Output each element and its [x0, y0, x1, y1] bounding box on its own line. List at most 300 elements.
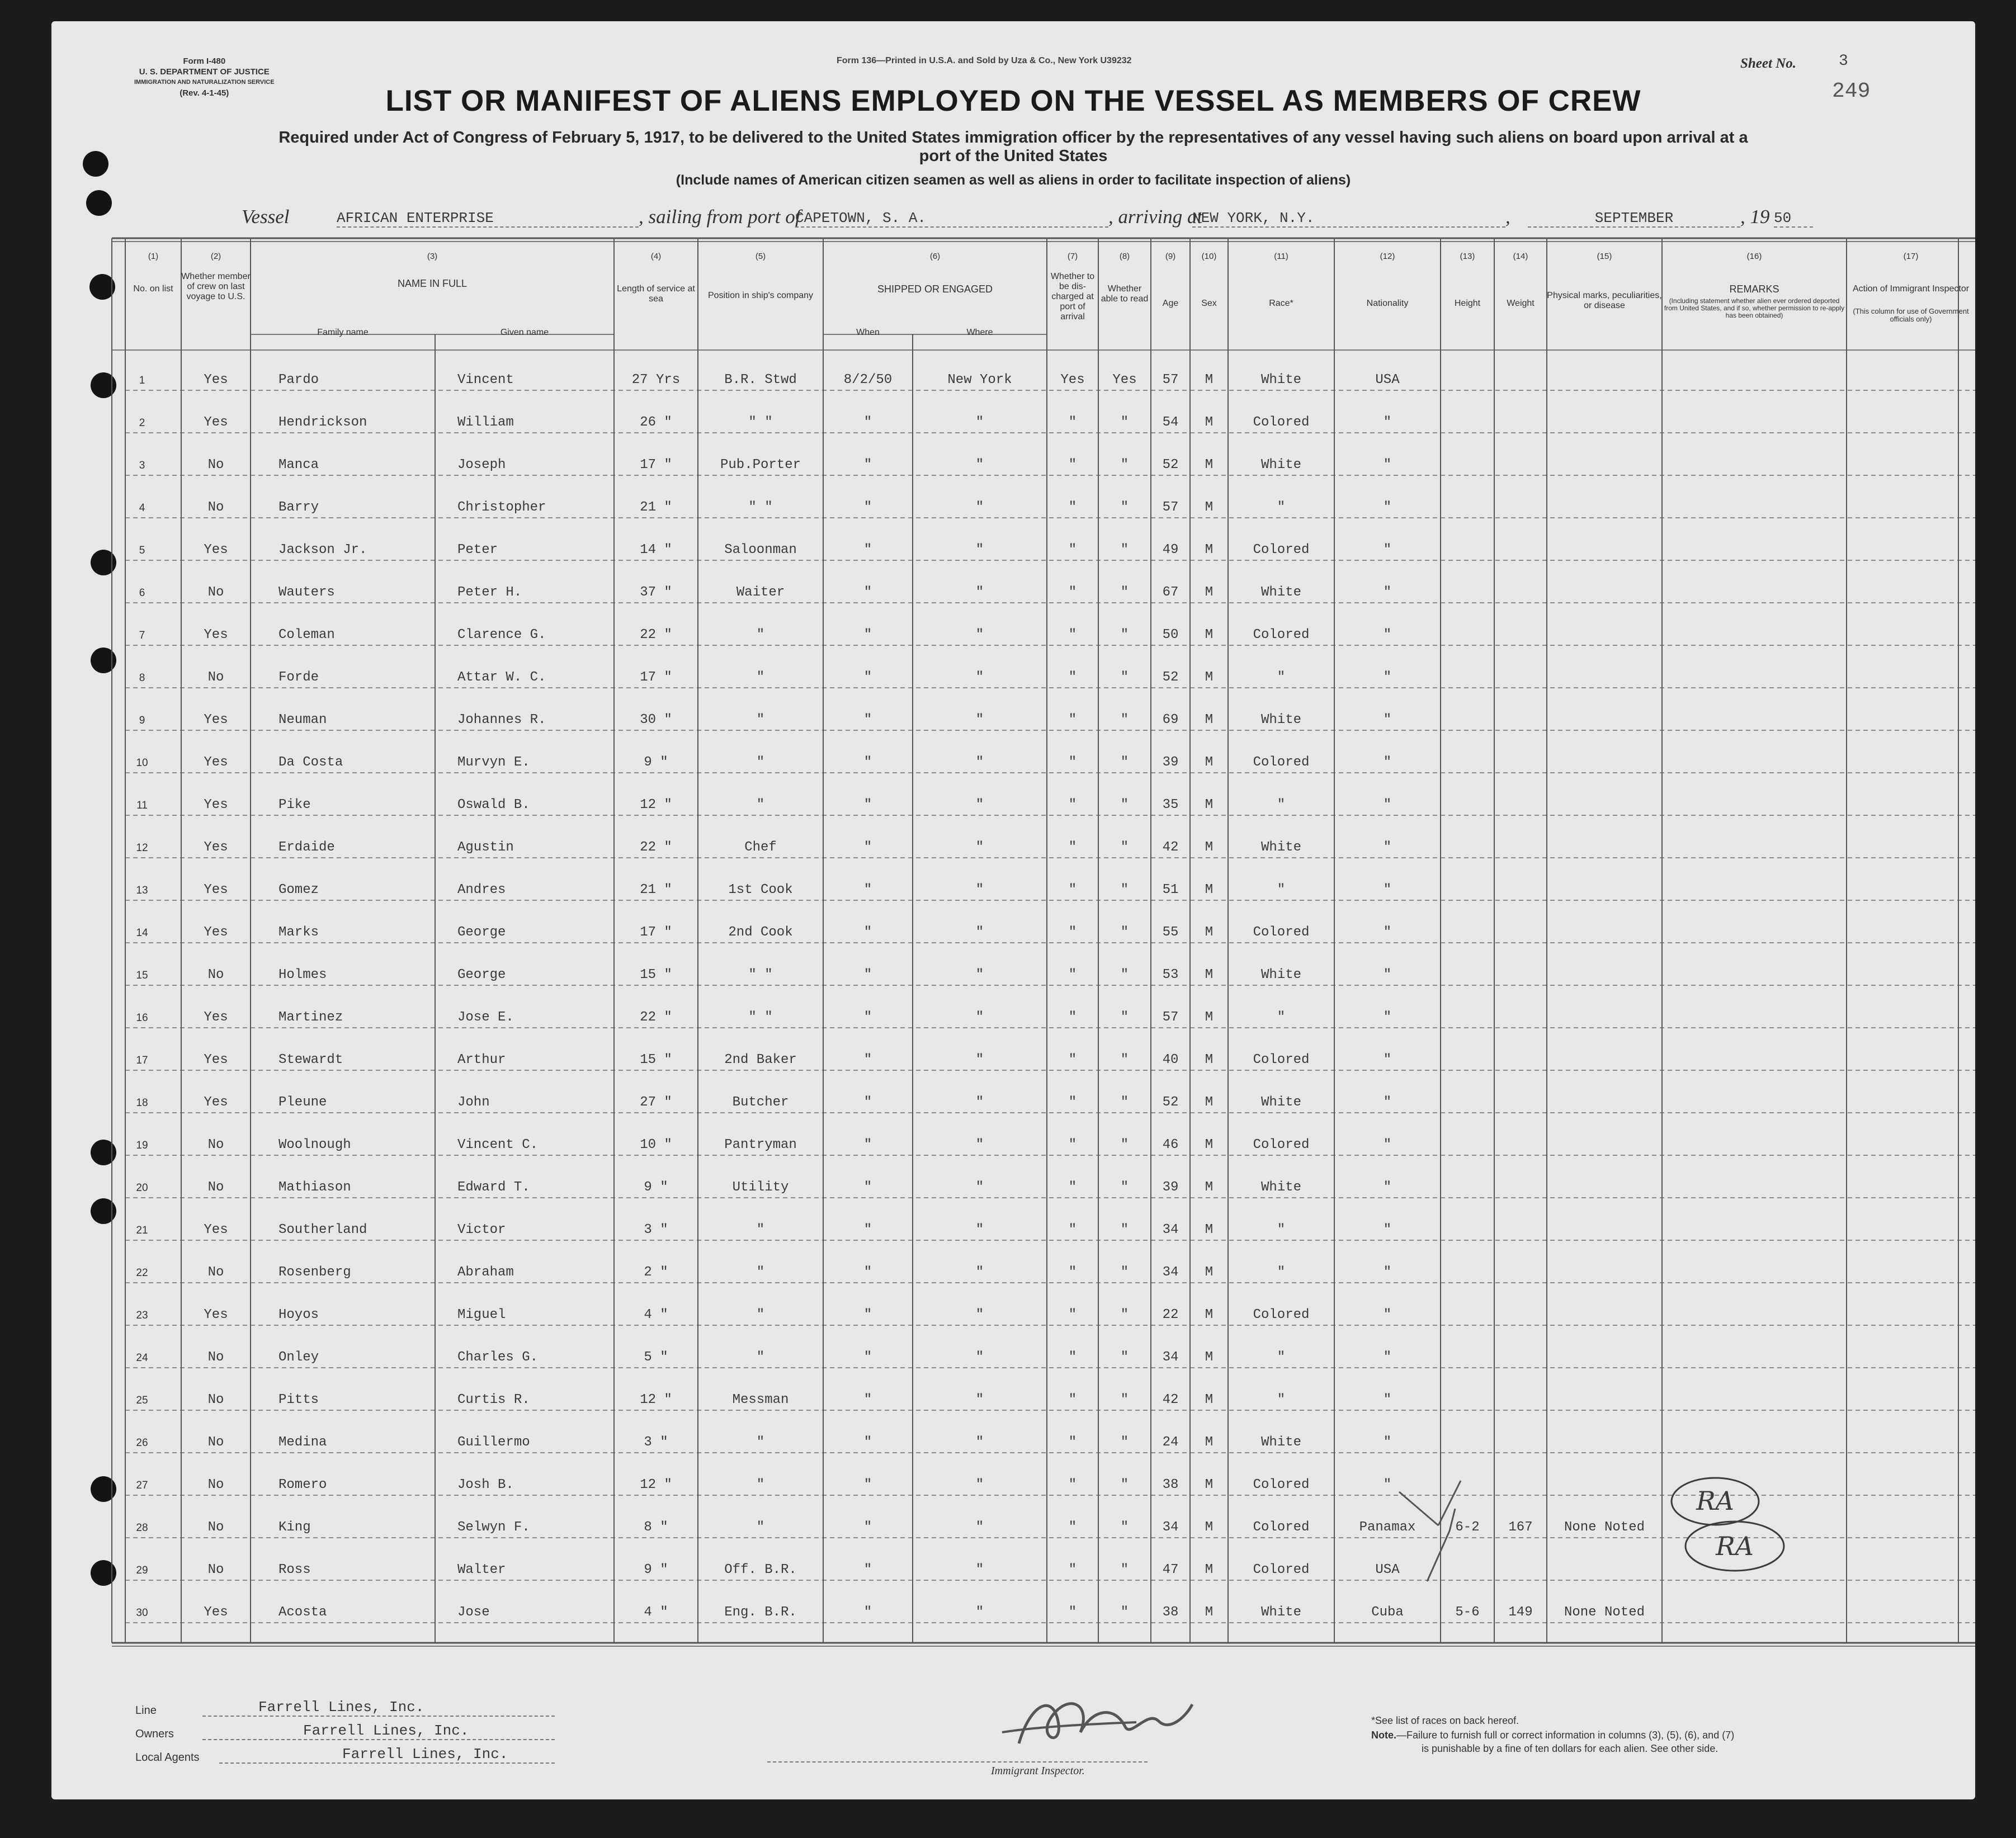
cell-prev: No: [207, 670, 224, 685]
cell-family: Hoyos: [278, 1307, 319, 1322]
col-header-inspector-action: Action of Immigrant Inspector: [1852, 284, 1970, 294]
cell-service: 17 ": [640, 457, 672, 473]
subtitle-line-2: port of the United States: [919, 147, 1108, 165]
col-header-remarks: REMARKS: [1729, 284, 1779, 295]
cell-where: ": [975, 457, 984, 473]
cell-sex: M: [1205, 457, 1214, 473]
cell-when: ": [863, 1137, 872, 1152]
cell-discharged: ": [1068, 882, 1077, 897]
line-value-text: Farrell Lines, Inc.: [258, 1699, 424, 1716]
cell-read: ": [1120, 1180, 1129, 1195]
cell-no: 21: [136, 1225, 148, 1236]
cell-where: ": [975, 627, 984, 642]
cell-prev: Yes: [204, 1010, 228, 1025]
cell-age: 53: [1162, 967, 1179, 982]
cell-age: 46: [1162, 1137, 1179, 1152]
cell-given: William: [457, 415, 514, 430]
cell-position: Messman: [732, 1392, 789, 1407]
cell-sex: M: [1205, 840, 1214, 855]
cell-discharged: ": [1068, 1350, 1077, 1365]
cell-prev: Yes: [204, 627, 228, 642]
cell-position: Pub.Porter: [720, 457, 801, 473]
col-header-shipped: SHIPPED OR ENGAGED: [877, 284, 993, 295]
cell-where: ": [975, 415, 984, 430]
cell-when: ": [863, 1052, 872, 1067]
cell-sex: M: [1205, 1180, 1214, 1195]
cell-race: Colored: [1253, 542, 1310, 557]
cell-when: ": [863, 457, 872, 473]
cell-no: 20: [136, 1182, 148, 1194]
cell-nationality: ": [1383, 840, 1392, 855]
cell-when: ": [863, 1392, 872, 1407]
col-header-where: Where: [966, 328, 993, 337]
cell-family: Pardo: [278, 372, 319, 388]
cell-nationality: ": [1383, 542, 1392, 557]
cell-where: ": [975, 967, 984, 982]
cell-when: ": [863, 712, 872, 727]
cell-no: 19: [136, 1140, 148, 1151]
cell-prev: No: [207, 1562, 224, 1577]
agents-value: [219, 1746, 555, 1764]
cell-discharged: ": [1068, 1095, 1077, 1110]
cell-height: 6-2: [1455, 1520, 1480, 1535]
col-header-name-in-full: NAME IN FULL: [397, 278, 468, 289]
cell-race: Colored: [1253, 1520, 1310, 1535]
cell-race: White: [1260, 967, 1301, 982]
cell-position: ": [756, 1477, 765, 1492]
cell-prev: Yes: [204, 1307, 228, 1322]
cell-marks: None Noted: [1564, 1605, 1645, 1620]
cell-age: 52: [1162, 1095, 1179, 1110]
cell-position: ": [756, 1265, 765, 1280]
cell-no: 2: [139, 417, 145, 429]
column-number: (16): [1746, 252, 1762, 261]
cell-service: 14 ": [640, 542, 672, 557]
cell-where: ": [975, 1052, 984, 1067]
cell-where: ": [975, 755, 984, 770]
cell-prev: Yes: [204, 712, 228, 727]
inspector-signature-line: [767, 1761, 1148, 1763]
cell-nationality: ": [1383, 882, 1392, 897]
cell-when: ": [863, 500, 872, 515]
cell-nationality: ": [1383, 1137, 1392, 1152]
cell-where: ": [975, 1392, 984, 1407]
cell-race: White: [1260, 1095, 1301, 1110]
col-header-able-to-read: Whether able to read: [1101, 284, 1149, 304]
cell-given: Oswald B.: [457, 797, 530, 812]
vessel-name: AFRICAN ENTERPRISE: [337, 210, 639, 228]
form-number: Form I-480: [183, 56, 226, 66]
cell-discharged: Yes: [1060, 372, 1085, 388]
column-number: (4): [650, 252, 662, 261]
sheet-label: Sheet No.: [1740, 56, 1796, 71]
cell-service: 21 ": [640, 882, 672, 897]
page-title: LIST OR MANIFEST OF ALIENS EMPLOYED ON THE VESSEL AS MEMBERS OF CREW: [385, 84, 1641, 117]
cell-where: ": [975, 1095, 984, 1110]
cell-age: 52: [1162, 670, 1179, 685]
cell-where: ": [975, 882, 984, 897]
cell-given: Walter: [457, 1562, 506, 1577]
cell-family: Erdaide: [278, 840, 335, 855]
cell-given: Peter H.: [457, 585, 522, 600]
cell-age: 49: [1162, 542, 1179, 557]
owners-label: Owners: [135, 1728, 174, 1740]
cell-service: 2 ": [644, 1265, 668, 1280]
cell-when: ": [863, 797, 872, 812]
cell-when: 8/2/50: [843, 372, 893, 388]
cell-nationality: ": [1383, 967, 1392, 982]
cell-sex: M: [1205, 1137, 1214, 1152]
cell-age: 38: [1162, 1477, 1179, 1492]
cell-when: ": [863, 840, 872, 855]
cell-family: Pleune: [278, 1095, 327, 1110]
cell-age: 34: [1162, 1265, 1179, 1280]
cell-age: 52: [1162, 457, 1179, 473]
cell-discharged: ": [1068, 840, 1077, 855]
cell-given: John: [457, 1095, 490, 1110]
cell-no: 27: [136, 1480, 148, 1491]
cell-service: 4 ": [644, 1307, 668, 1322]
cell-nationality: ": [1383, 1095, 1392, 1110]
cell-where: ": [975, 797, 984, 812]
cell-prev: Yes: [204, 415, 228, 430]
service-name: IMMIGRATION AND NATURALIZATION SERVICE: [134, 79, 275, 86]
cell-discharged: ": [1068, 1435, 1077, 1450]
cell-sex: M: [1205, 1562, 1214, 1577]
cell-given: George: [457, 925, 506, 940]
cell-race: Colored: [1253, 1137, 1310, 1152]
cell-nationality: ": [1383, 797, 1392, 812]
cell-no: 8: [139, 672, 145, 684]
cell-given: Selwyn F.: [457, 1520, 530, 1535]
cell-given: Andres: [457, 882, 506, 897]
cell-position: Waiter: [736, 585, 785, 600]
cell-position: 1st Cook: [728, 882, 793, 897]
cell-race: White: [1260, 457, 1301, 473]
sheet-number: 3: [1839, 53, 1848, 70]
cell-where: ": [975, 542, 984, 557]
cell-position: " ": [748, 415, 773, 430]
cell-race: Colored: [1253, 1052, 1310, 1067]
cell-position: B.R. Stwd: [724, 372, 797, 388]
inspector-signature: [924, 1671, 1226, 1760]
cell-given: Christopher: [457, 500, 546, 515]
cell-read: ": [1120, 1307, 1129, 1322]
cell-read: ": [1120, 1392, 1129, 1407]
cell-read: ": [1120, 1605, 1129, 1620]
cell-family: Woolnough: [278, 1137, 351, 1152]
cell-when: ": [863, 585, 872, 600]
cell-age: 40: [1162, 1052, 1179, 1067]
cell-family: Romero: [278, 1477, 327, 1492]
cell-position: " ": [748, 967, 773, 982]
cell-position: ": [756, 797, 765, 812]
column-number: (8): [1119, 252, 1130, 261]
cell-nationality: ": [1383, 585, 1392, 600]
note-prefix: Note.: [1371, 1730, 1396, 1741]
cell-when: ": [863, 1010, 872, 1025]
line-label: Line: [135, 1704, 157, 1717]
cell-no: 4: [139, 502, 145, 514]
cell-prev: Yes: [204, 1222, 228, 1237]
cell-position: ": [756, 627, 765, 642]
cell-sex: M: [1205, 1435, 1214, 1450]
cell-read: ": [1120, 500, 1129, 515]
cell-given: Peter: [457, 542, 498, 557]
cell-position: ": [756, 1222, 765, 1237]
cell-no: 7: [139, 630, 145, 641]
cell-age: 51: [1162, 882, 1179, 897]
cell-read: ": [1120, 1052, 1129, 1067]
cell-age: 42: [1162, 1392, 1179, 1407]
cell-age: 54: [1162, 415, 1179, 430]
cell-prev: No: [207, 585, 224, 600]
cell-read: ": [1120, 1095, 1129, 1110]
cell-nationality: ": [1383, 457, 1392, 473]
cell-no: 18: [136, 1097, 148, 1109]
cell-when: ": [863, 1435, 872, 1450]
footnote-penalty-cont: is punishable by a fine of ten dollars for each alien. See other side.: [1422, 1743, 1718, 1754]
cell-family: Wauters: [278, 585, 335, 600]
cell-discharged: ": [1068, 967, 1077, 982]
cell-age: 42: [1162, 840, 1179, 855]
cell-service: 17 ": [640, 670, 672, 685]
cell-service: 3 ": [644, 1222, 668, 1237]
cell-given: Clarence G.: [457, 627, 546, 642]
cell-read: Yes: [1112, 372, 1137, 388]
cell-race: ": [1277, 882, 1286, 897]
cell-given: Agustin: [457, 840, 514, 855]
cell-discharged: ": [1068, 1605, 1077, 1620]
cell-race: White: [1260, 585, 1301, 600]
column-number: (12): [1380, 252, 1395, 261]
cell-discharged: ": [1068, 1477, 1077, 1492]
cell-sex: M: [1205, 1222, 1214, 1237]
cell-age: 47: [1162, 1562, 1179, 1577]
cell-service: 4 ": [644, 1605, 668, 1620]
cell-family: Stewardt: [278, 1052, 343, 1067]
cell-sex: M: [1205, 797, 1214, 812]
cell-where: ": [975, 1222, 984, 1237]
cell-position: Butcher: [732, 1095, 789, 1110]
cell-given: Curtis R.: [457, 1392, 530, 1407]
cell-read: ": [1120, 882, 1129, 897]
cell-sex: M: [1205, 1307, 1214, 1322]
revision-date: (Rev. 4-1-45): [180, 88, 229, 98]
cell-race: Colored: [1253, 1562, 1310, 1577]
cell-discharged: ": [1068, 415, 1077, 430]
cell-where: ": [975, 1562, 984, 1577]
cell-read: ": [1120, 967, 1129, 982]
cell-discharged: ": [1068, 627, 1077, 642]
cell-where: ": [975, 925, 984, 940]
cell-position: ": [756, 1435, 765, 1450]
cell-where: ": [975, 670, 984, 685]
column-number: (3): [427, 252, 438, 261]
column-number: (6): [929, 252, 941, 261]
cell-no: 24: [136, 1352, 148, 1364]
cell-read: ": [1120, 840, 1129, 855]
cell-race: ": [1277, 500, 1286, 515]
cell-nationality: ": [1383, 1392, 1392, 1407]
cell-read: ": [1120, 925, 1129, 940]
cell-race: White: [1260, 1435, 1301, 1450]
cell-read: ": [1120, 1435, 1129, 1450]
cell-prev: No: [207, 1265, 224, 1280]
cell-sex: M: [1205, 585, 1214, 600]
cell-sex: M: [1205, 1350, 1214, 1365]
cell-read: ": [1120, 627, 1129, 642]
cell-sex: M: [1205, 925, 1214, 940]
cell-race: Colored: [1253, 627, 1310, 642]
cell-family: Southerland: [278, 1222, 367, 1237]
cell-race: ": [1277, 1265, 1286, 1280]
cell-service: 9 ": [644, 1180, 668, 1195]
arrival-year: 50: [1774, 210, 1813, 228]
cell-position: Saloonman: [724, 542, 797, 557]
cell-read: ": [1120, 1350, 1129, 1365]
cell-age: 35: [1162, 797, 1179, 812]
cell-discharged: ": [1068, 1562, 1077, 1577]
subtitle-note: (Include names of American citizen seamen as well as aliens in order to facilitate inspection of aliens): [676, 172, 1351, 188]
cell-service: 37 ": [640, 585, 672, 600]
cell-age: 34: [1162, 1350, 1179, 1365]
cell-discharged: ": [1068, 925, 1077, 940]
cell-race: ": [1277, 1350, 1286, 1365]
cell-race: White: [1260, 712, 1301, 727]
cell-age: 39: [1162, 1180, 1179, 1195]
cell-prev: No: [207, 1392, 224, 1407]
cell-service: 3 ": [644, 1435, 668, 1450]
col-header-weight: Weight: [1507, 299, 1535, 308]
cell-prev: No: [207, 500, 224, 515]
cell-when: ": [863, 1350, 872, 1365]
cell-position: ": [756, 1350, 765, 1365]
cell-given: George: [457, 967, 506, 982]
cell-where: ": [975, 1010, 984, 1025]
cell-family: Hendrickson: [278, 415, 367, 430]
column-number: (15): [1597, 252, 1612, 261]
cell-position: Utility: [732, 1180, 789, 1195]
cell-position: Eng. B.R.: [724, 1605, 797, 1620]
column-number: (17): [1903, 252, 1919, 261]
arriving-port: NEW YORK, N.Y.: [1192, 210, 1505, 228]
cell-discharged: ": [1068, 500, 1077, 515]
cell-sex: M: [1205, 627, 1214, 642]
cell-nationality: ": [1383, 500, 1392, 515]
col-header-prev-voyage: Whether member of crew on last voyage to U.S.: [181, 272, 251, 301]
cell-sex: M: [1205, 1477, 1214, 1492]
cell-read: ": [1120, 670, 1129, 685]
column-number: (2): [210, 252, 221, 261]
cell-where: New York: [947, 372, 1012, 388]
cell-read: ": [1120, 755, 1129, 770]
cell-family: Manca: [278, 457, 319, 473]
cell-age: 57: [1162, 1010, 1179, 1025]
cell-service: 17 ": [640, 925, 672, 940]
cell-family: Jackson Jr.: [278, 542, 367, 557]
cell-given: Johannes R.: [457, 712, 546, 727]
cell-no: 15: [136, 970, 148, 981]
cell-family: Gomez: [278, 882, 319, 897]
column-number: (7): [1067, 252, 1078, 261]
cell-sex: M: [1205, 1095, 1214, 1110]
cell-height: 5-6: [1455, 1605, 1480, 1620]
cell-read: ": [1120, 1520, 1129, 1535]
cell-no: 29: [136, 1565, 148, 1576]
cell-when: ": [863, 542, 872, 557]
cell-race: ": [1277, 1392, 1286, 1407]
cell-no: 13: [136, 885, 148, 896]
column-number: (5): [755, 252, 766, 261]
cell-prev: No: [207, 1137, 224, 1152]
cell-nationality: ": [1383, 627, 1392, 642]
col-header-nationality: Nationality: [1366, 299, 1409, 308]
cell-age: 67: [1162, 585, 1179, 600]
cell-position: Chef: [744, 840, 777, 855]
cell-no: 9: [139, 715, 145, 726]
col-header-physical-marks: Physical marks, peculiarities, or disease: [1547, 291, 1662, 310]
col-header-family-name: Family name: [317, 328, 369, 337]
cell-where: ": [975, 1307, 984, 1322]
cell-discharged: ": [1068, 1307, 1077, 1322]
cell-prev: No: [207, 1350, 224, 1365]
cell-sex: M: [1205, 1010, 1214, 1025]
col-header-race: Race*: [1269, 299, 1293, 308]
cell-read: ": [1120, 457, 1129, 473]
cell-service: 12 ": [640, 1477, 672, 1492]
cell-read: ": [1120, 585, 1129, 600]
cell-where: ": [975, 1605, 984, 1620]
cell-age: 34: [1162, 1520, 1179, 1535]
column-number: (1): [148, 252, 159, 261]
cell-prev: No: [207, 967, 224, 982]
cell-given: Joseph: [457, 457, 506, 473]
cell-no: 28: [136, 1522, 148, 1534]
cell-race: ": [1277, 1010, 1286, 1025]
cell-given: Vincent: [457, 372, 514, 388]
cell-race: Colored: [1253, 1307, 1310, 1322]
cell-no: 5: [139, 545, 145, 556]
cell-discharged: ": [1068, 1520, 1077, 1535]
cell-discharged: ": [1068, 1222, 1077, 1237]
cell-read: ": [1120, 1222, 1129, 1237]
cell-prev: Yes: [204, 797, 228, 812]
cell-discharged: ": [1068, 1392, 1077, 1407]
cell-where: ": [975, 1520, 984, 1535]
cell-family: Forde: [278, 670, 319, 685]
cell-where: ": [975, 585, 984, 600]
col-header-when: When: [856, 328, 880, 337]
cell-no: 10: [136, 757, 148, 769]
cell-read: ": [1120, 1265, 1129, 1280]
cell-family: Marks: [278, 925, 319, 940]
cell-when: ": [863, 1222, 872, 1237]
col-header-sex: Sex: [1201, 299, 1217, 308]
cell-family: Neuman: [278, 712, 327, 727]
cell-service: 9 ": [644, 1562, 668, 1577]
cell-position: Off. B.R.: [724, 1562, 797, 1577]
cell-no: 22: [136, 1267, 148, 1279]
cell-service: 15 ": [640, 1052, 672, 1067]
cell-when: ": [863, 1520, 872, 1535]
inspector-label: Immigrant Inspector.: [991, 1765, 1085, 1777]
cell-sex: M: [1205, 1052, 1214, 1067]
cell-read: ": [1120, 1010, 1129, 1025]
cell-age: 39: [1162, 755, 1179, 770]
cell-when: ": [863, 925, 872, 940]
cell-position: 2nd Cook: [728, 925, 793, 940]
